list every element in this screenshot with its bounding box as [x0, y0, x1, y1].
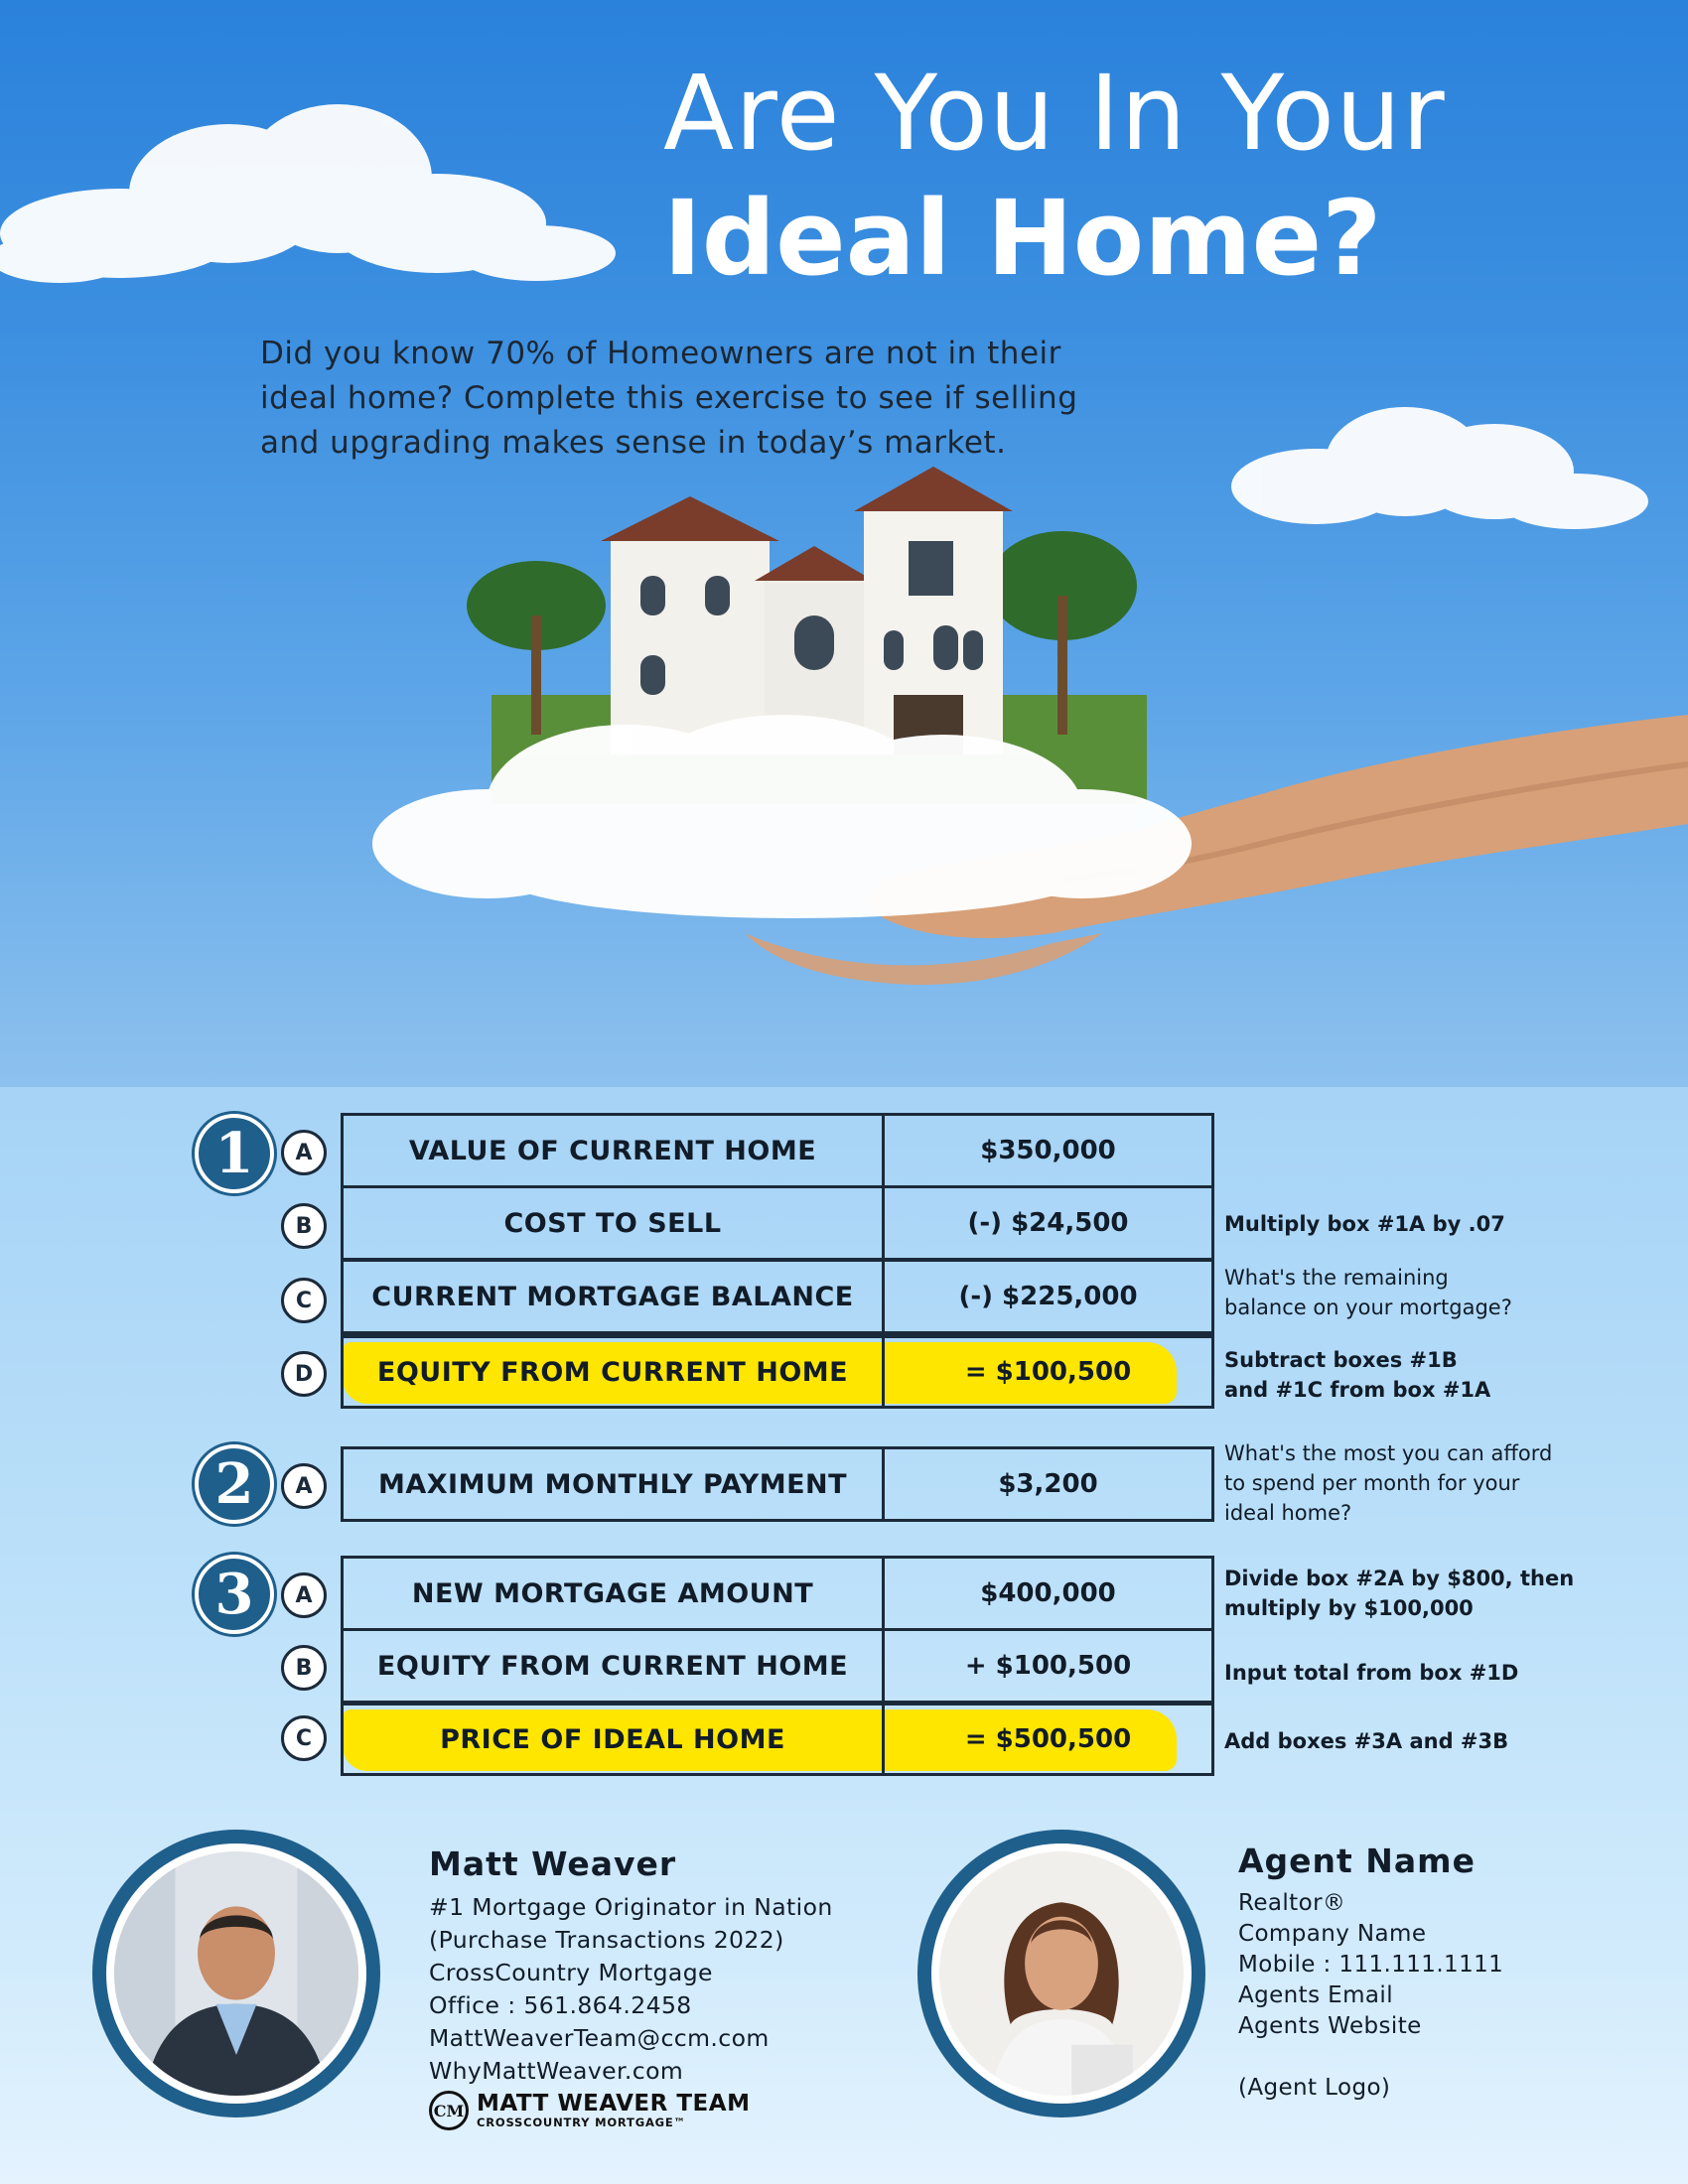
note-1c	[1224, 1263, 1621, 1322]
note-line: to spend per month for your	[1224, 1471, 1520, 1495]
agent-company: Company Name	[1238, 1921, 1427, 1947]
section-1-number: 1	[195, 1114, 274, 1193]
man-portrait-image	[114, 1851, 358, 2096]
row-1b-letter: B	[281, 1203, 327, 1249]
note-line: and #1C from box #1A	[1224, 1378, 1491, 1402]
row-maximum-monthly-payment	[341, 1446, 1214, 1522]
loan-officer-phone[interactable]: Office : 561.864.2458	[429, 1991, 692, 2019]
row-current-mortgage-balance	[341, 1259, 1214, 1334]
loan-officer-photo	[92, 1830, 380, 2117]
row-label: EQUITY FROM CURRENT HOME	[344, 1631, 885, 1701]
loan-officer-email-link[interactable]: MattWeaverTeam@ccm.com	[429, 2024, 770, 2052]
ccm-logo-icon: CM	[429, 2091, 469, 2130]
note-line: Subtract boxes #1B	[1224, 1348, 1458, 1372]
title-line-2: Ideal Home?	[663, 178, 1382, 299]
row-price-of-ideal-home	[341, 1701, 1214, 1776]
title-line-1: Are You In Your	[663, 53, 1446, 174]
note-1b: Multiply box #1A by .07	[1224, 1212, 1505, 1236]
row-value-input[interactable]: = $100,500	[964, 1357, 1132, 1387]
note-3c: Add boxes #3A and #3B	[1224, 1729, 1509, 1753]
note-line: ideal home?	[1224, 1501, 1352, 1525]
matt-weaver-team-logo	[429, 2091, 750, 2130]
note-3a	[1224, 1564, 1621, 1623]
row-equity-from-current-home-2	[341, 1628, 1214, 1704]
loan-officer-website-link[interactable]: WhyMattWeaver.com	[429, 2057, 684, 2085]
logo-subtitle: CROSSCOUNTRY MORTGAGE™	[477, 2116, 686, 2129]
agent-email-link[interactable]: Agents Email	[1238, 1982, 1393, 2008]
row-label: NEW MORTGAGE AMOUNT	[344, 1559, 885, 1628]
section-3-number: 3	[195, 1555, 274, 1634]
note-line: What's the most you can afford	[1224, 1441, 1553, 1465]
row-value-input[interactable]: $3,200	[998, 1469, 1098, 1499]
note-line: Divide box #2A by $800, then	[1224, 1567, 1575, 1590]
row-3c-letter: C	[281, 1715, 327, 1761]
note-2a	[1224, 1438, 1621, 1528]
row-1a-letter: A	[281, 1130, 327, 1175]
loan-officer-info	[429, 1844, 833, 2088]
woman-portrait-image	[939, 1851, 1184, 2096]
agent-logo-placeholder: (Agent Logo)	[1238, 2075, 1391, 2101]
loan-officer-line: #1 Mortgage Originator in Nation	[429, 1893, 833, 1921]
house-on-cloud-hand-image	[367, 467, 1688, 1102]
cloud-top-left	[0, 94, 616, 293]
agent-name: Agent Name	[1238, 1842, 1476, 1880]
row-1c-letter: C	[281, 1278, 327, 1323]
row-value-of-current-home	[341, 1113, 1214, 1188]
intro-line-1: Did you know 70% of Homeowners are not in their	[260, 336, 1061, 371]
agent-phone[interactable]: Mobile : 111.111.1111	[1238, 1952, 1504, 1978]
row-label: COST TO SELL	[344, 1188, 885, 1258]
loan-officer-company: CrossCountry Mortgage	[429, 1959, 713, 1986]
row-label: CURRENT MORTGAGE BALANCE	[344, 1262, 885, 1331]
section-2-number: 2	[195, 1444, 274, 1524]
note-line: balance on your mortgage?	[1224, 1296, 1512, 1319]
logo-title: MATT WEAVER TEAM	[477, 2091, 751, 2116]
row-2a-letter: A	[281, 1463, 327, 1509]
page-title	[663, 53, 1656, 299]
row-value-input[interactable]: = $500,500	[964, 1724, 1132, 1754]
row-label: VALUE OF CURRENT HOME	[344, 1116, 885, 1185]
agent-info	[1238, 1842, 1503, 2104]
row-1d-letter: D	[281, 1351, 327, 1397]
loan-officer-name: Matt Weaver	[429, 1844, 677, 1883]
row-value-input[interactable]: $350,000	[980, 1136, 1116, 1165]
row-cost-to-sell	[341, 1185, 1214, 1261]
row-value-input[interactable]: (-) $225,000	[958, 1282, 1138, 1311]
note-line: multiply by $100,000	[1224, 1596, 1474, 1620]
agent-photo	[917, 1830, 1205, 2117]
agent-website-link[interactable]: Agents Website	[1238, 2013, 1422, 2039]
agent-title: Realtor®	[1238, 1890, 1346, 1916]
row-value-input[interactable]: $400,000	[980, 1578, 1116, 1608]
note-line: What's the remaining	[1224, 1266, 1449, 1290]
row-label: MAXIMUM MONTHLY PAYMENT	[344, 1449, 885, 1519]
intro-line-2: ideal home? Complete this exercise to see if selling	[260, 380, 1078, 416]
loan-officer-line: (Purchase Transactions 2022)	[429, 1926, 784, 1954]
row-equity-from-current-home	[341, 1333, 1214, 1409]
note-3b: Input total from box #1D	[1224, 1661, 1519, 1685]
row-new-mortgage-amount	[341, 1556, 1214, 1631]
intro-line-3: and upgrading makes sense in today’s market.	[260, 425, 1007, 461]
row-value-input[interactable]: + $100,500	[964, 1651, 1132, 1681]
note-1d	[1224, 1345, 1621, 1405]
row-value-input[interactable]: (-) $24,500	[967, 1208, 1129, 1238]
row-3a-letter: A	[281, 1572, 327, 1618]
row-3b-letter: B	[281, 1645, 327, 1691]
row-label: EQUITY FROM CURRENT HOME	[344, 1338, 885, 1406]
intro-text	[260, 332, 1174, 466]
row-label: PRICE OF IDEAL HOME	[344, 1706, 885, 1773]
